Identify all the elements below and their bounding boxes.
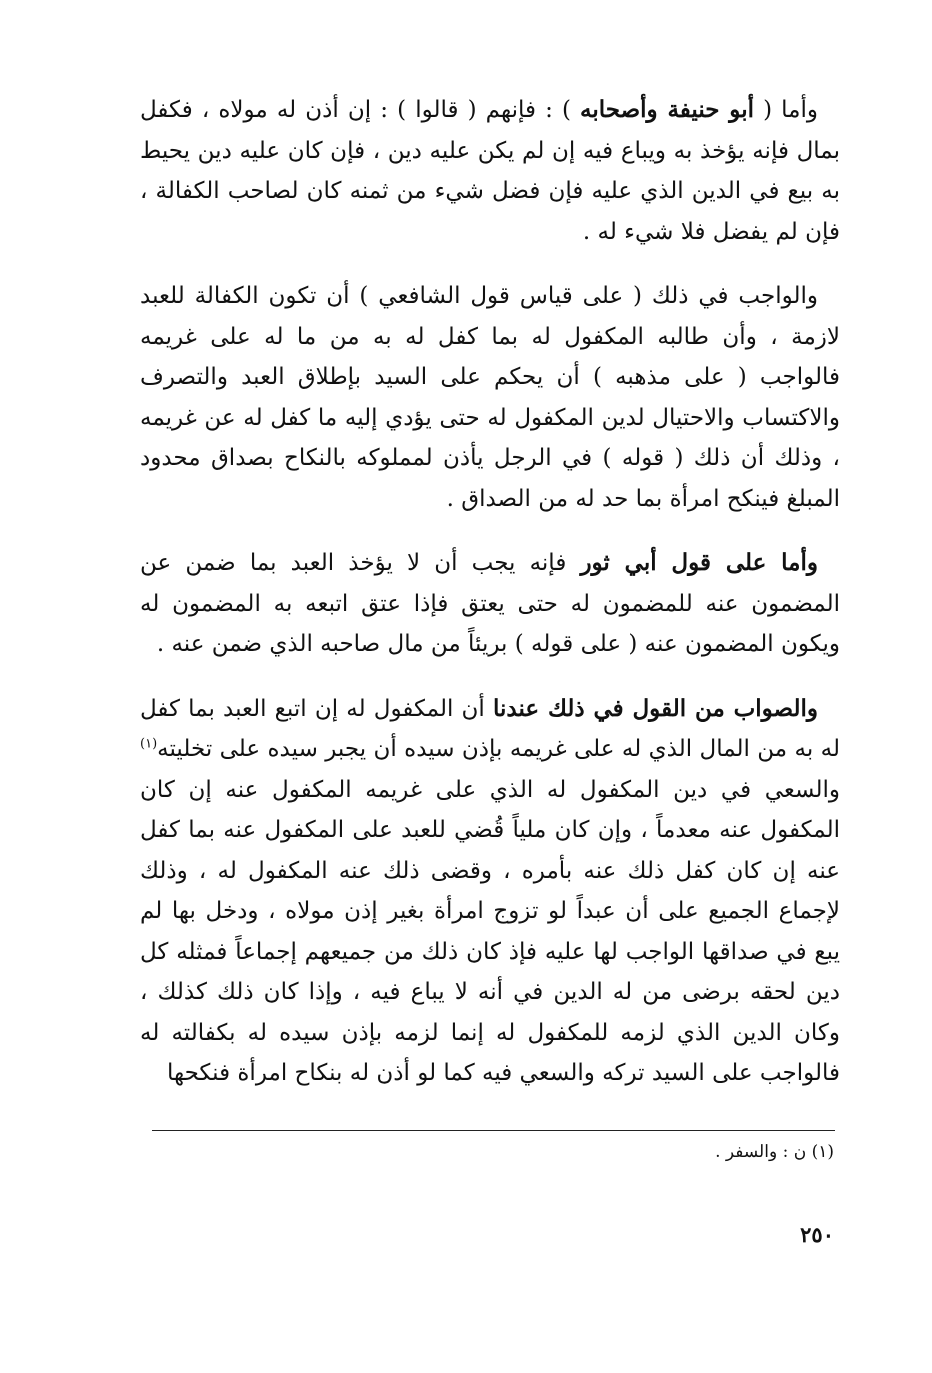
paragraph-text: فإنه يجب أن لا يؤخذ العبد بما ضمن عن المضمون عنه للمضمون له حتى يعتق فإذا عتق اتبعه به المضمون له ويكون المضمون عنه ( على قوله ) بريئاً من مال صاحبه الذي ضمن عنه . [140,550,840,657]
page-number: ٢٥٠ [800,1222,834,1247]
footnote-marker[interactable]: (١) [140,736,158,752]
paragraph-text: أن المكفول له إن اتبع العبد بما كفل له به من المال الذي له على غريمه بإذن سيده أن يجبر سيده على تخليته [140,695,840,762]
paragraph-2 [140,276,840,519]
footnote: (١) ن : والسفر . [715,1142,834,1162]
footnote-divider [152,1130,835,1131]
paragraph-text: والواجب في ذلك ( على قياس قول الشافعي ) أن تكون الكفالة للعبد لازمة ، وأن طالبه المكفول له بما كفل له به من ما له على غريمه فالواجب ( على مذهبه ) أن يحكم على السيد بإطلاق العبد والتصرف والاكتساب والاحتيال لدين المكفول له حتى يؤدي إليه ما كفل له عن غريمه ، وذلك أن ذلك ( قوله ) في الرجل يأذن لمملوكه بالنكاح بصداق محدود المبلغ فينكح امرأة بما حد له من الصداق . [140,283,840,512]
paragraph-text: والسعي في دين المكفول له الذي على غريمه المكفول عنه إن كان المكفول عنه معدماً ، وإن كان ملياً قُضي للعبد على المكفول عنه بما كفل عنه إن كان كفل ذلك عنه بأمره ، وقضى ذلك عنه المكفول له ، وذلك لإجماع الجميع على أن عبداً لو تزوج امرأة بغير إذن مولاه ، ودخل بها لم يبع في صداقها الواجب لها عليه فإذ كان ذلك من جميعهم إجماعاً فمثله كل دين لحقه برضى من له الدين في أنه لا يباع فيه ، وإذا كان ذلك كذلك ، وكان الدين الذي لزمه للمكفول له إنما لزمه بإذن سيده له بكفالته له فالواجب على السيد تركه والسعي فيه كما لو أذن له بنكاح امرأة فنكحها [140,776,840,1086]
paragraph-bold-text: أبو حنيفة وأصحابه [580,96,754,123]
paragraph-3 [140,543,840,665]
paragraph-text: وأما ( [753,97,818,123]
paragraph-bold-text: وأما على قول أبي ثور [580,549,818,576]
paragraph-bold-text: والصواب من القول في ذلك عندنا [492,694,819,722]
paragraph-4 [140,689,840,1094]
paragraph-1 [140,90,840,252]
paragraph-text: ) : فإنهم ( قالوا ) : إن أذن له مولاه ، فكفل بمال فإنه يؤخذ به ويباع فيه إن لم يكن عليه دين ، فإن كان عليه دين يحيط به بيع في الدين الذي عليه فإن فضل شيء من ثمنه كان لصاحب الكفالة ، فإن لم يفضل فلا شيء له . [140,97,840,245]
main-text [140,90,840,1118]
